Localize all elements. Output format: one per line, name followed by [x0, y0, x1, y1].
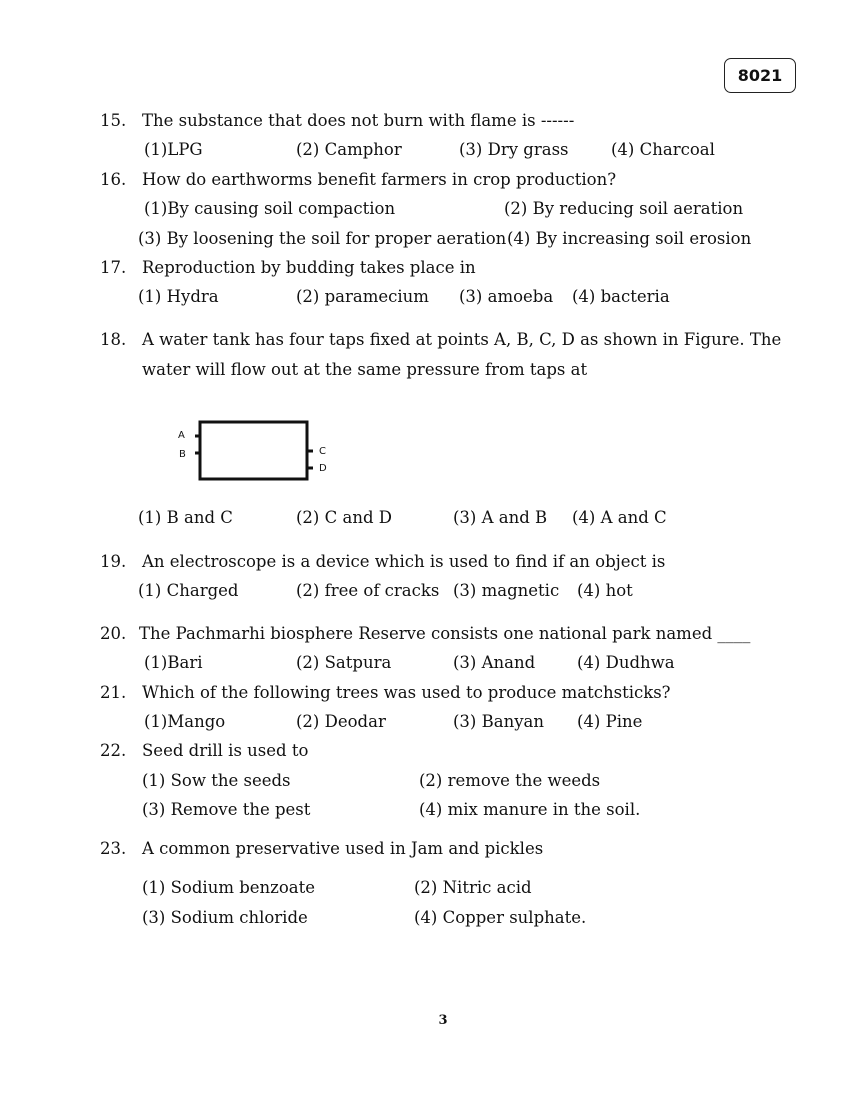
- option-3: (3) Sodium chloride: [142, 908, 308, 927]
- question-text: Which of the following trees was used to produce matchsticks?: [142, 683, 671, 702]
- question-number: 17.: [100, 258, 127, 277]
- question-number: 19.: [100, 552, 127, 571]
- option-4: (4) Pine: [577, 712, 643, 731]
- question-text: The substance that does not burn with flame is ------: [142, 111, 575, 130]
- question-text: An electroscope is a device which is used to find if an object is: [142, 552, 666, 571]
- question-number: 18.: [100, 330, 127, 349]
- label-c: C: [319, 446, 326, 457]
- question-number: 23.: [100, 839, 127, 858]
- question-text: A water tank has four taps fixed at points A, B, C, D as shown in Figure. The: [142, 330, 782, 349]
- question-text: The Pachmarhi biosphere Reserve consists one national park named ____: [139, 624, 751, 643]
- paper-code-badge: [724, 58, 796, 93]
- option-2: (2) Deodar: [296, 712, 386, 731]
- page-number: 3: [438, 1013, 448, 1028]
- option-1: (1) B and C: [138, 508, 233, 527]
- question-text-continued: water will flow out at the same pressure from taps at: [142, 360, 588, 379]
- paper-code: 8021: [737, 66, 783, 85]
- option-1: (1)By causing soil compaction: [144, 199, 396, 218]
- option-3: (3) By loosening the soil for proper aeration: [138, 229, 507, 248]
- option-2: (2) remove the weeds: [419, 771, 601, 790]
- question-text: How do earthworms benefit farmers in crop production?: [142, 170, 617, 189]
- option-3: (3) Dry grass: [459, 140, 569, 159]
- option-3: (3) amoeba: [459, 287, 554, 306]
- option-3: (3) Anand: [453, 653, 536, 672]
- question-number: 16.: [100, 170, 127, 189]
- question-number: 15.: [100, 111, 127, 130]
- option-2: (2) Nitric acid: [414, 878, 532, 897]
- option-3: (3) Banyan: [453, 712, 544, 731]
- option-1: (1) Sodium benzoate: [142, 878, 316, 897]
- option-3: (3) magnetic: [453, 581, 560, 600]
- option-1: (1)Mango: [144, 712, 226, 731]
- option-1: (1)LPG: [144, 140, 203, 159]
- water-tank-figure: [170, 418, 340, 484]
- option-2: (2) paramecium: [296, 287, 429, 306]
- question-number: 21.: [100, 683, 127, 702]
- option-4: (4) hot: [577, 581, 633, 600]
- option-2: (2) Satpura: [296, 653, 392, 672]
- question-text: Reproduction by budding takes place in: [142, 258, 476, 277]
- option-2: (2) free of cracks: [296, 581, 440, 600]
- option-1: (1) Hydra: [138, 287, 219, 306]
- question-number: 20.: [100, 624, 127, 643]
- option-4: (4) Dudhwa: [577, 653, 675, 672]
- option-2: (2) Camphor: [296, 140, 402, 159]
- option-1: (1)Bari: [144, 653, 203, 672]
- question-text: A common preservative used in Jam and pickles: [142, 839, 544, 858]
- water-tank: [200, 422, 307, 479]
- label-a: A: [178, 430, 185, 441]
- option-4: (4) Charcoal: [611, 140, 715, 159]
- option-4: (4) Copper sulphate.: [414, 908, 587, 927]
- option-1: (1) Charged: [138, 581, 239, 600]
- option-1: (1) Sow the seeds: [142, 771, 291, 790]
- option-2: (2) By reducing soil aeration: [504, 199, 744, 218]
- option-4: (4) bacteria: [572, 287, 670, 306]
- option-3: (3) A and B: [453, 508, 548, 527]
- option-4: (4) mix manure in the soil.: [419, 800, 641, 819]
- option-3: (3) Remove the pest: [142, 800, 311, 819]
- option-4: (4) A and C: [572, 508, 667, 527]
- label-b: B: [179, 449, 186, 460]
- option-2: (2) C and D: [296, 508, 392, 527]
- question-number: 22.: [100, 741, 127, 760]
- label-d: D: [319, 463, 327, 474]
- option-4: (4) By increasing soil erosion: [507, 229, 752, 248]
- question-text: Seed drill is used to: [142, 741, 309, 760]
